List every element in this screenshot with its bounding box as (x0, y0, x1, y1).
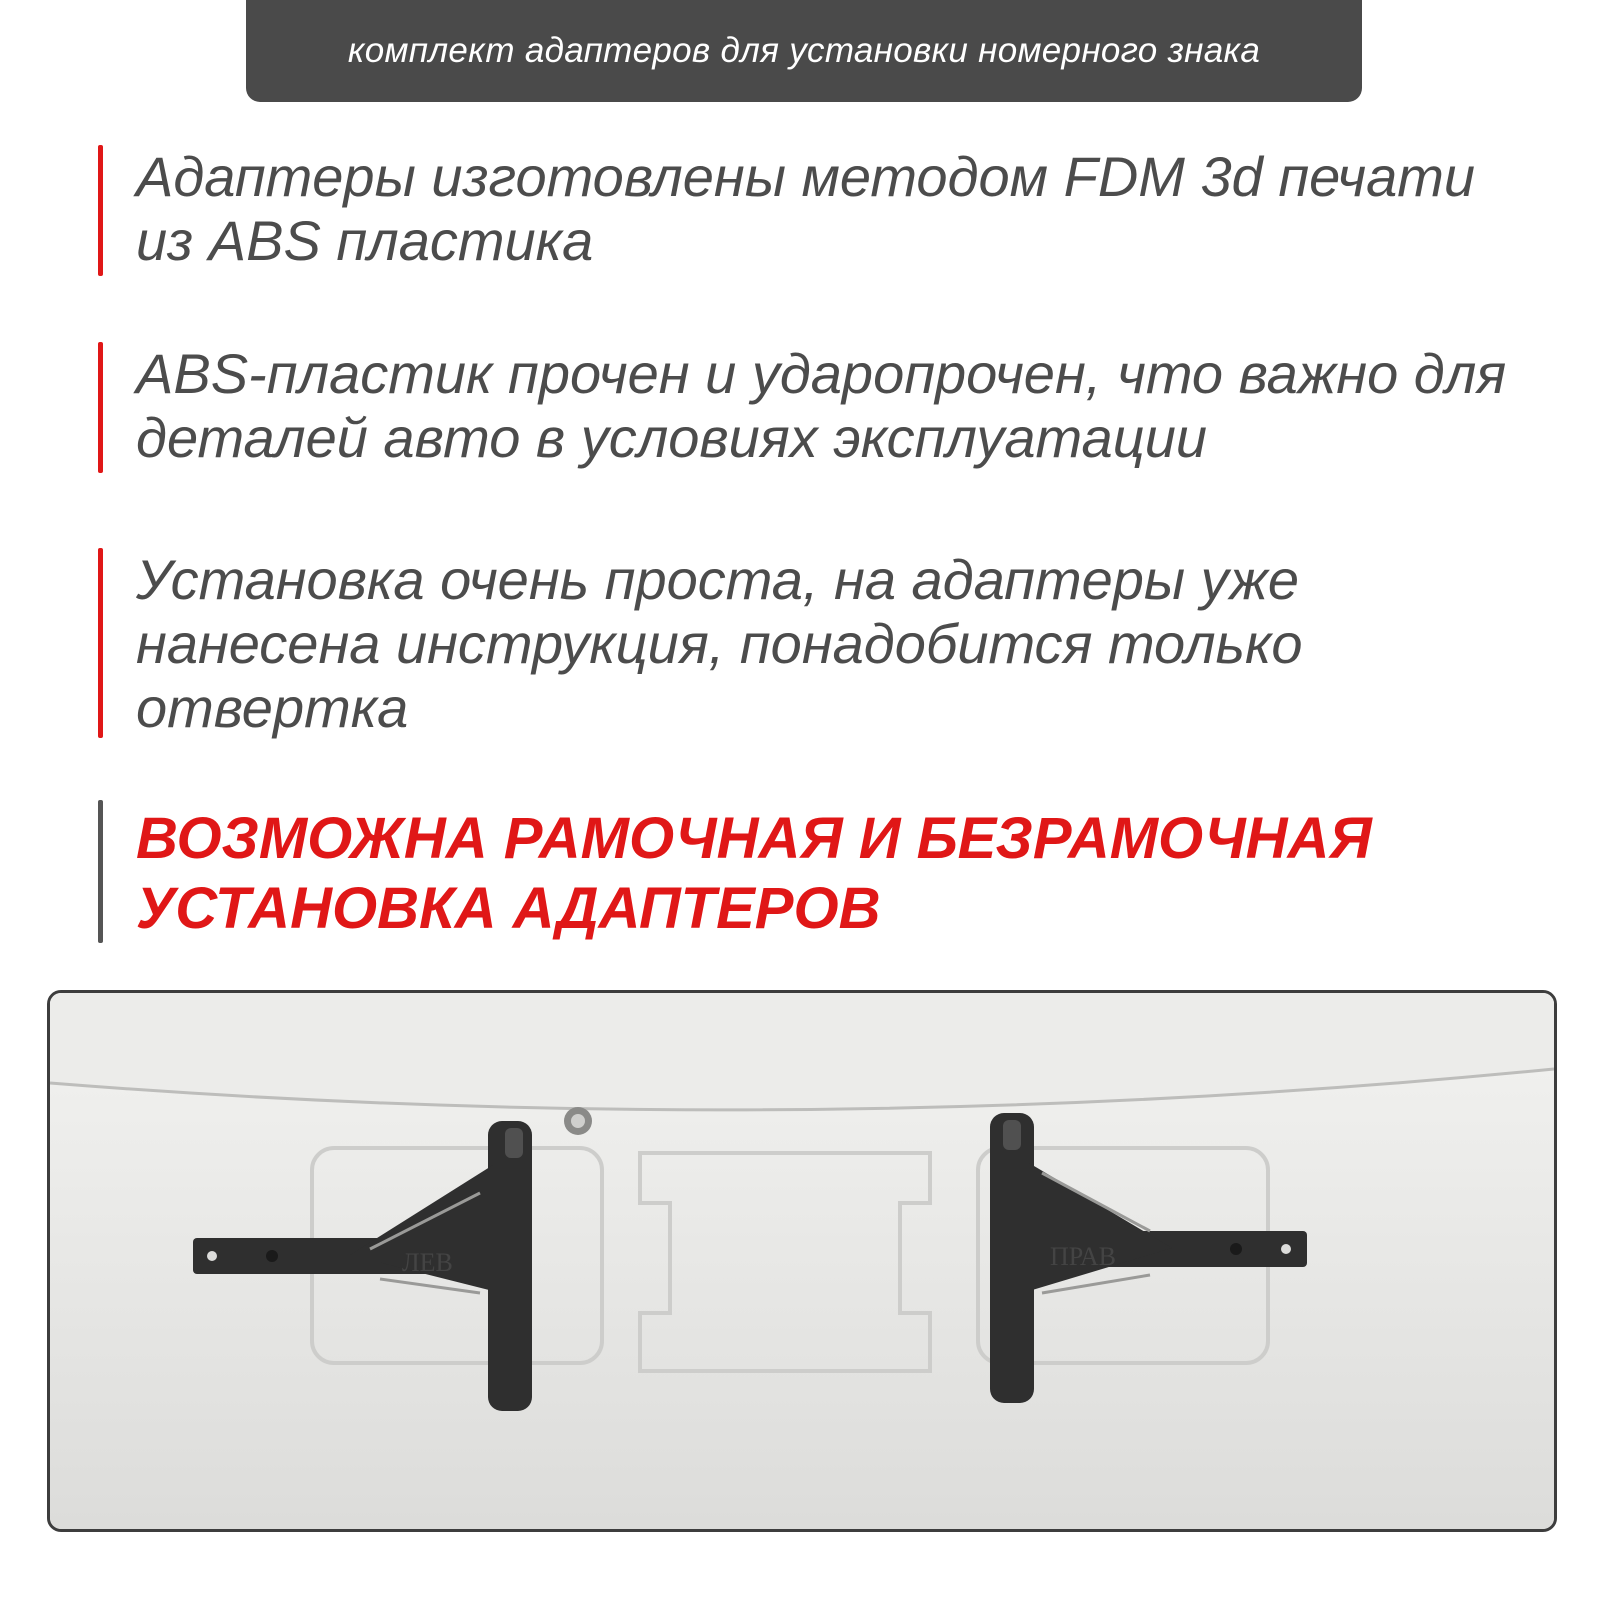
product-photo (47, 990, 1557, 1532)
feature-item-material (98, 145, 1518, 273)
accent-bar (98, 145, 103, 276)
accent-bar (98, 342, 103, 473)
feature-text: Адаптеры изготовлены методом FDM 3d печати из ABS пластика (136, 145, 1476, 272)
highlight-text: ВОЗМОЖНА РАМОЧНАЯ И БЕЗРАМОЧНАЯ УСТАНОВКА АДАПТЕРОВ (136, 806, 1372, 941)
header-banner (246, 0, 1362, 102)
feature-text: ABS-пластик прочен и ударопрочен, что важно для деталей авто в условиях эксплуатации (136, 342, 1507, 469)
left-adapter-label: ЛЕВ (402, 1248, 453, 1277)
accent-bar (98, 548, 103, 738)
feature-item-strength (98, 342, 1518, 470)
feature-item-highlight (98, 800, 1518, 944)
adapters-photo-illustration (50, 993, 1554, 1529)
header-title: комплект адаптеров для установки номерного знака (347, 31, 1261, 70)
right-adapter-label: ПРАВ (1050, 1242, 1117, 1271)
feature-item-installation (98, 548, 1518, 740)
feature-text: Установка очень проста, на адаптеры уже нанесена инструкция, понадобится только отвертка (136, 548, 1303, 739)
neutral-bar (98, 800, 103, 943)
